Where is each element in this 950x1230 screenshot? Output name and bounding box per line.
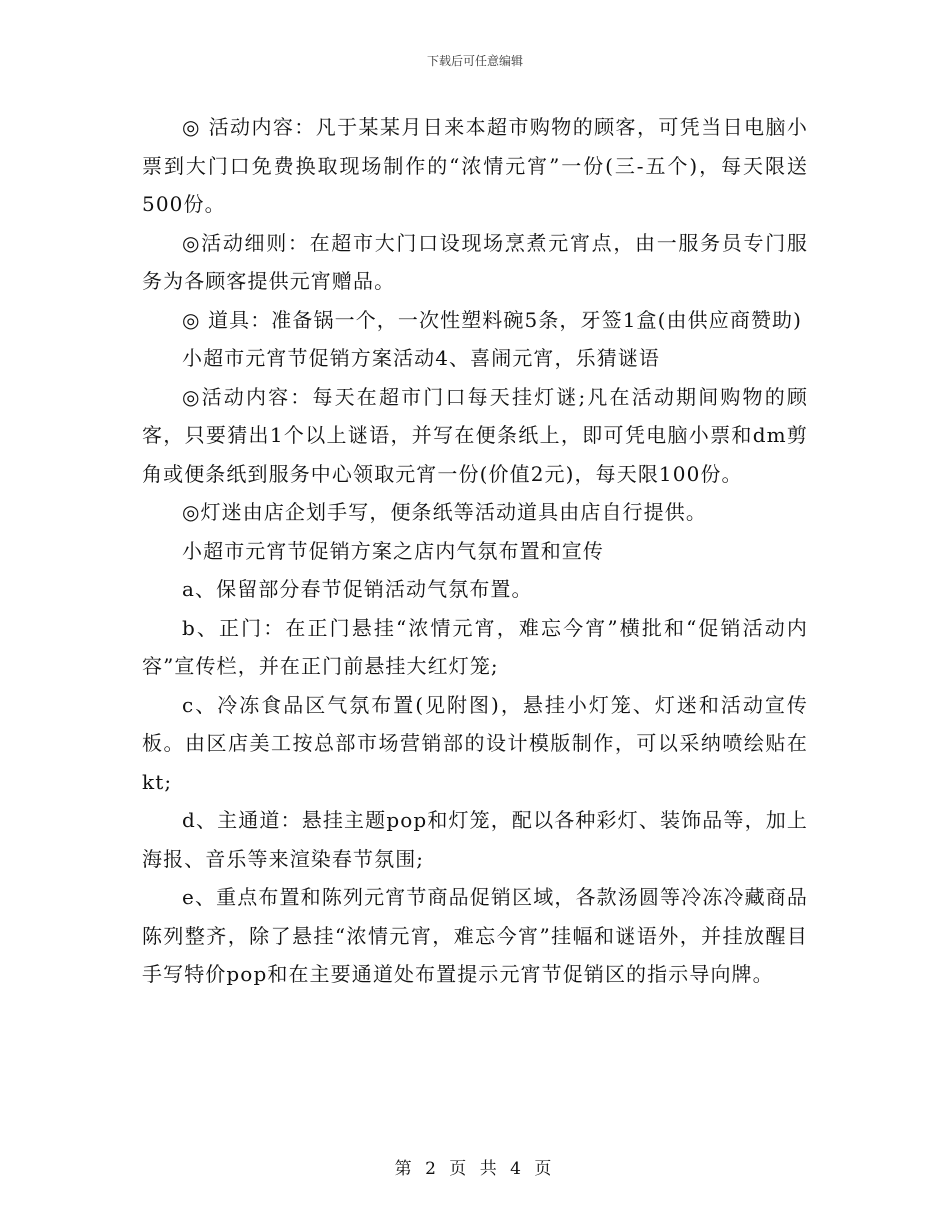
paragraph-item-e: e、重点布置和陈列元宵节商品促销区域，各款汤圆等冷冻冷藏商品陈列整齐，除了悬挂“浓情元宵，难忘今宵”挂幅和谜语外，并挂放醒目手写特价pop和在主要通道处布置提示元宵节促销区的指示导向牌。: [142, 885, 808, 986]
page-header: 下载后可任意编辑: [426, 54, 523, 68]
paragraph-item-a: a、保留部分春节促销活动气氛布置。: [182, 577, 533, 601]
paragraph-item-b: b、正门：在正门悬挂“浓情元宵，难忘今宵”横批和“促销活动内容”宣传栏，并在正门前悬挂大红灯笼;: [142, 615, 808, 678]
paragraph-activity-content: ◎ 活动内容：凡于某某月日来本超市购物的顾客，可凭当日电脑小票到大门口免费换取现场制作的“浓情元宵”一份(三-五个)，每天限送500份。: [142, 115, 808, 216]
paragraph-props: ◎ 道具：准备锅一个，一次性塑料碗5条，牙签1盒(由供应商赞助): [182, 307, 803, 332]
paragraph-atmosphere-title: 小超市元宵节促销方案之店内气氛布置和宣传: [182, 538, 604, 563]
paragraph-item-d: d、主通道：悬挂主题pop和灯笼，配以各种彩灯、装饰品等，加上海报、音乐等来渲染春节氛围;: [142, 808, 808, 871]
paragraph-activity-4-title: 小超市元宵节促销方案活动4、喜闹元宵，乐猜谜语: [182, 346, 661, 370]
paragraph-riddle-props: ◎灯迷由店企划手写，便条纸等活动道具由店自行提供。: [182, 500, 707, 524]
paragraph-activity-details: ◎活动细则：在超市大门口设现场烹煮元宵点，由一服务员专门服务为各顾客提供元宵赠品。: [142, 230, 808, 293]
paragraph-riddle-content: ◎活动内容：每天在超市门口每天挂灯谜;凡在活动期间购物的顾客，只要猜出1个以上谜语，并写在便条纸上，即可凭电脑小票和dm剪角或便条纸到服务中心领取元宵一份(价值2元)，每天限100份。: [142, 384, 808, 486]
paragraph-item-c: c、冷冻食品区气氛布置(见附图)，悬挂小灯笼、灯迷和活动宣传板。由区店美工按总部市场营销部的设计模版制作，可以采纳喷绘贴在kt;: [142, 692, 808, 794]
page-number: 第 2 页 共 4 页: [394, 1159, 556, 1179]
document-body: [142, 108, 808, 994]
